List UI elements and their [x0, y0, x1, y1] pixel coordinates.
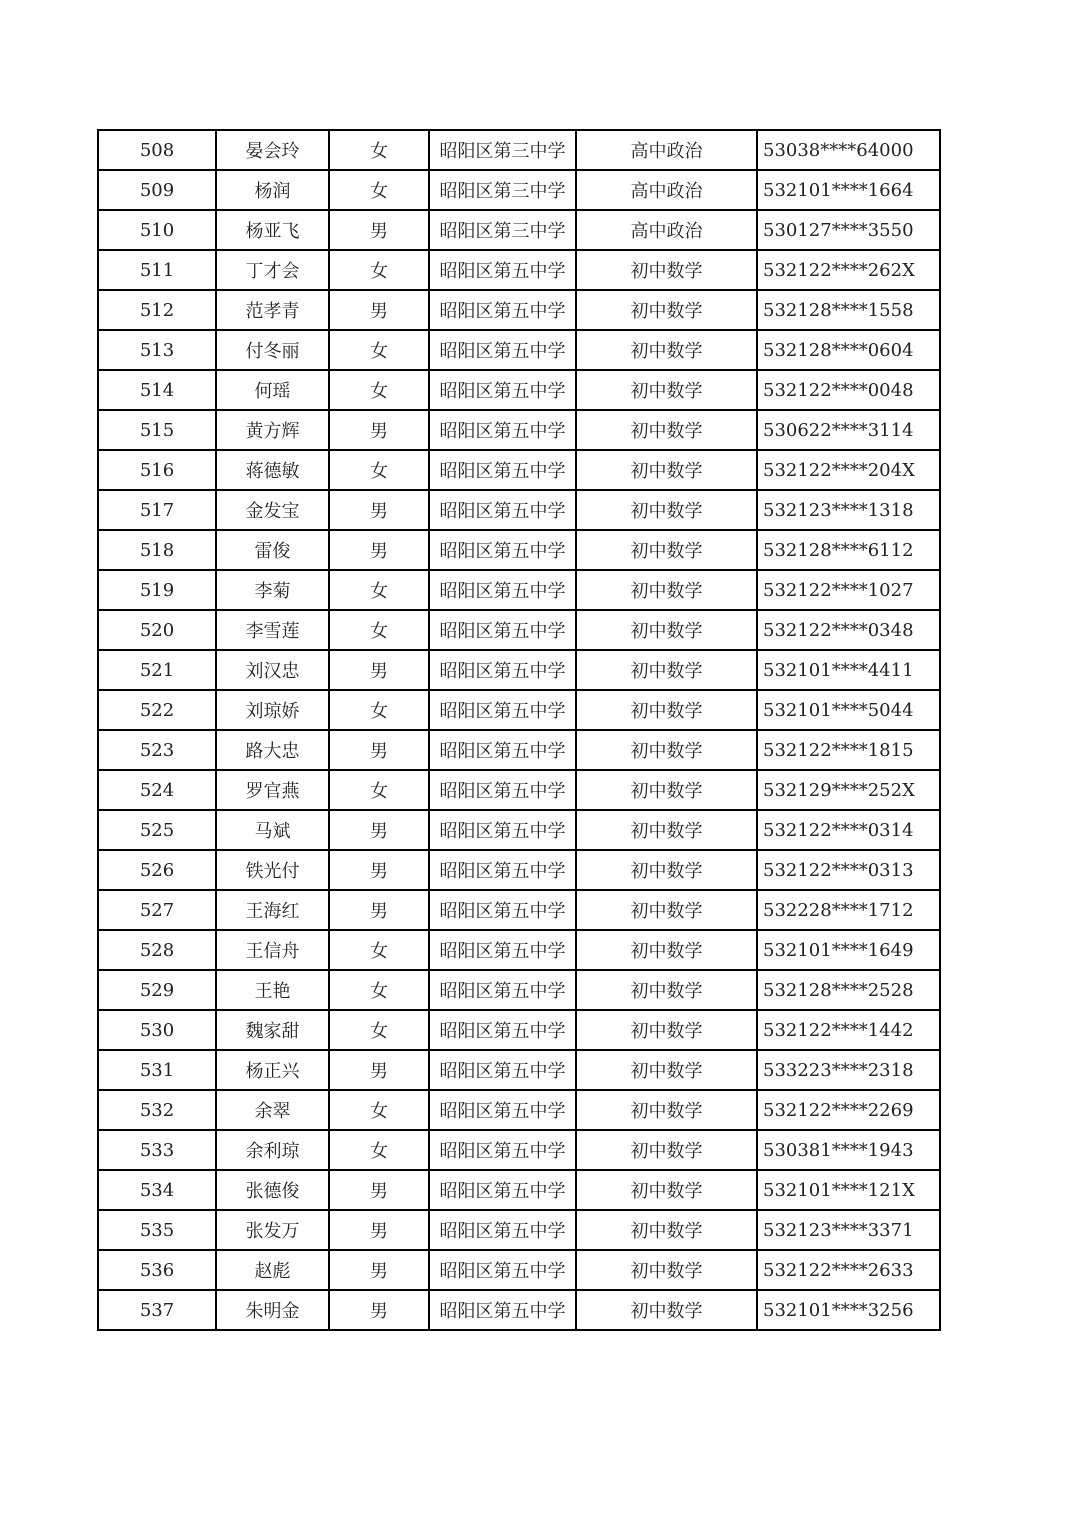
- name-cell: 刘汉忠: [216, 650, 329, 690]
- id-number-cell: 532101****1664: [757, 170, 940, 210]
- name-cell: 雷俊: [216, 530, 329, 570]
- subject-cell: 初中数学: [576, 370, 757, 410]
- name-cell: 杨润: [216, 170, 329, 210]
- id-number-cell: 532128****1558: [757, 290, 940, 330]
- school-cell: 昭阳区第五中学: [429, 250, 576, 290]
- id-number-cell: 532122****204X: [757, 450, 940, 490]
- table-row: [98, 330, 940, 370]
- serial-number-cell: 513: [98, 330, 216, 370]
- subject-cell: 初中数学: [576, 1170, 757, 1210]
- name-cell: 丁才会: [216, 250, 329, 290]
- name-cell: 杨正兴: [216, 1050, 329, 1090]
- name-cell: 铁光付: [216, 850, 329, 890]
- id-number-cell: 53038****64000: [757, 130, 940, 170]
- id-number-cell: 532101****3256: [757, 1290, 940, 1330]
- gender-cell: 男: [329, 1170, 429, 1210]
- serial-number-cell: 524: [98, 770, 216, 810]
- table-row: [98, 1090, 940, 1130]
- name-cell: 黄方辉: [216, 410, 329, 450]
- name-cell: 王海红: [216, 890, 329, 930]
- subject-cell: 初中数学: [576, 650, 757, 690]
- table-row: [98, 1290, 940, 1330]
- name-cell: 范孝青: [216, 290, 329, 330]
- subject-cell: 初中数学: [576, 1090, 757, 1130]
- subject-cell: 初中数学: [576, 610, 757, 650]
- school-cell: 昭阳区第五中学: [429, 690, 576, 730]
- subject-cell: 高中政治: [576, 130, 757, 170]
- gender-cell: 男: [329, 490, 429, 530]
- school-cell: 昭阳区第五中学: [429, 450, 576, 490]
- table-row: [98, 1250, 940, 1290]
- school-cell: 昭阳区第五中学: [429, 1290, 576, 1330]
- id-number-cell: 532122****2633: [757, 1250, 940, 1290]
- name-cell: 刘琼娇: [216, 690, 329, 730]
- gender-cell: 男: [329, 890, 429, 930]
- name-cell: 李雪莲: [216, 610, 329, 650]
- school-cell: 昭阳区第三中学: [429, 210, 576, 250]
- subject-cell: 高中政治: [576, 170, 757, 210]
- subject-cell: 初中数学: [576, 490, 757, 530]
- gender-cell: 男: [329, 1290, 429, 1330]
- gender-cell: 女: [329, 1010, 429, 1050]
- gender-cell: 女: [329, 370, 429, 410]
- serial-number-cell: 532: [98, 1090, 216, 1130]
- id-number-cell: 532228****1712: [757, 890, 940, 930]
- table-row: [98, 370, 940, 410]
- gender-cell: 女: [329, 690, 429, 730]
- id-number-cell: 532122****0314: [757, 810, 940, 850]
- school-cell: 昭阳区第五中学: [429, 730, 576, 770]
- serial-number-cell: 528: [98, 930, 216, 970]
- gender-cell: 男: [329, 1210, 429, 1250]
- table-row: [98, 170, 940, 210]
- subject-cell: 初中数学: [576, 970, 757, 1010]
- gender-cell: 男: [329, 290, 429, 330]
- school-cell: 昭阳区第五中学: [429, 970, 576, 1010]
- serial-number-cell: 536: [98, 1250, 216, 1290]
- id-number-cell: 532123****3371: [757, 1210, 940, 1250]
- serial-number-cell: 522: [98, 690, 216, 730]
- subject-cell: 初中数学: [576, 330, 757, 370]
- gender-cell: 女: [329, 770, 429, 810]
- table-row: [98, 1010, 940, 1050]
- id-number-cell: 532122****0348: [757, 610, 940, 650]
- name-cell: 罗官燕: [216, 770, 329, 810]
- subject-cell: 高中政治: [576, 210, 757, 250]
- id-number-cell: 532101****5044: [757, 690, 940, 730]
- serial-number-cell: 521: [98, 650, 216, 690]
- gender-cell: 女: [329, 930, 429, 970]
- table-row: [98, 530, 940, 570]
- name-cell: 朱明金: [216, 1290, 329, 1330]
- subject-cell: 初中数学: [576, 530, 757, 570]
- school-cell: 昭阳区第五中学: [429, 1250, 576, 1290]
- roster-table-body: [98, 130, 940, 1330]
- school-cell: 昭阳区第五中学: [429, 770, 576, 810]
- subject-cell: 初中数学: [576, 1010, 757, 1050]
- school-cell: 昭阳区第五中学: [429, 850, 576, 890]
- table-row: [98, 1210, 940, 1250]
- id-number-cell: 532122****1027: [757, 570, 940, 610]
- subject-cell: 初中数学: [576, 450, 757, 490]
- table-row: [98, 1170, 940, 1210]
- name-cell: 马斌: [216, 810, 329, 850]
- gender-cell: 女: [329, 330, 429, 370]
- school-cell: 昭阳区第五中学: [429, 1170, 576, 1210]
- gender-cell: 女: [329, 570, 429, 610]
- id-number-cell: 532123****1318: [757, 490, 940, 530]
- id-number-cell: 532128****6112: [757, 530, 940, 570]
- school-cell: 昭阳区第五中学: [429, 650, 576, 690]
- subject-cell: 初中数学: [576, 1210, 757, 1250]
- id-number-cell: 532101****121X: [757, 1170, 940, 1210]
- table-row: [98, 290, 940, 330]
- school-cell: 昭阳区第五中学: [429, 490, 576, 530]
- serial-number-cell: 509: [98, 170, 216, 210]
- school-cell: 昭阳区第五中学: [429, 1010, 576, 1050]
- school-cell: 昭阳区第五中学: [429, 330, 576, 370]
- gender-cell: 女: [329, 1090, 429, 1130]
- name-cell: 付冬丽: [216, 330, 329, 370]
- school-cell: 昭阳区第五中学: [429, 570, 576, 610]
- name-cell: 路大忠: [216, 730, 329, 770]
- subject-cell: 初中数学: [576, 890, 757, 930]
- gender-cell: 男: [329, 530, 429, 570]
- id-number-cell: 532122****1815: [757, 730, 940, 770]
- subject-cell: 初中数学: [576, 410, 757, 450]
- name-cell: 余翠: [216, 1090, 329, 1130]
- school-cell: 昭阳区第五中学: [429, 290, 576, 330]
- serial-number-cell: 515: [98, 410, 216, 450]
- id-number-cell: 532129****252X: [757, 770, 940, 810]
- name-cell: 王信舟: [216, 930, 329, 970]
- subject-cell: 初中数学: [576, 1130, 757, 1170]
- subject-cell: 初中数学: [576, 730, 757, 770]
- gender-cell: 男: [329, 210, 429, 250]
- id-number-cell: 532128****0604: [757, 330, 940, 370]
- school-cell: 昭阳区第五中学: [429, 410, 576, 450]
- serial-number-cell: 518: [98, 530, 216, 570]
- name-cell: 赵彪: [216, 1250, 329, 1290]
- name-cell: 李菊: [216, 570, 329, 610]
- table-row: [98, 650, 940, 690]
- gender-cell: 女: [329, 610, 429, 650]
- roster-table: [97, 129, 941, 1331]
- school-cell: 昭阳区第三中学: [429, 170, 576, 210]
- gender-cell: 男: [329, 810, 429, 850]
- table-row: [98, 410, 940, 450]
- table-row: [98, 450, 940, 490]
- serial-number-cell: 512: [98, 290, 216, 330]
- subject-cell: 初中数学: [576, 690, 757, 730]
- table-row: [98, 610, 940, 650]
- id-number-cell: 532128****2528: [757, 970, 940, 1010]
- name-cell: 杨亚飞: [216, 210, 329, 250]
- serial-number-cell: 527: [98, 890, 216, 930]
- id-number-cell: 532122****1442: [757, 1010, 940, 1050]
- subject-cell: 初中数学: [576, 810, 757, 850]
- table-row: [98, 1130, 940, 1170]
- table-row: [98, 690, 940, 730]
- id-number-cell: 532122****0313: [757, 850, 940, 890]
- subject-cell: 初中数学: [576, 850, 757, 890]
- id-number-cell: 532122****262X: [757, 250, 940, 290]
- name-cell: 何瑶: [216, 370, 329, 410]
- id-number-cell: 532101****4411: [757, 650, 940, 690]
- table-row: [98, 890, 940, 930]
- id-number-cell: 530127****3550: [757, 210, 940, 250]
- serial-number-cell: 511: [98, 250, 216, 290]
- school-cell: 昭阳区第五中学: [429, 1090, 576, 1130]
- name-cell: 魏家甜: [216, 1010, 329, 1050]
- school-cell: 昭阳区第五中学: [429, 610, 576, 650]
- name-cell: 张德俊: [216, 1170, 329, 1210]
- gender-cell: 男: [329, 410, 429, 450]
- table-row: [98, 210, 940, 250]
- id-number-cell: 533223****2318: [757, 1050, 940, 1090]
- subject-cell: 初中数学: [576, 290, 757, 330]
- name-cell: 晏会玲: [216, 130, 329, 170]
- school-cell: 昭阳区第五中学: [429, 810, 576, 850]
- table-row: [98, 810, 940, 850]
- subject-cell: 初中数学: [576, 1050, 757, 1090]
- name-cell: 蒋德敏: [216, 450, 329, 490]
- gender-cell: 女: [329, 250, 429, 290]
- serial-number-cell: 523: [98, 730, 216, 770]
- school-cell: 昭阳区第五中学: [429, 370, 576, 410]
- id-number-cell: 532122****0048: [757, 370, 940, 410]
- serial-number-cell: 533: [98, 1130, 216, 1170]
- table-row: [98, 930, 940, 970]
- id-number-cell: 530622****3114: [757, 410, 940, 450]
- id-number-cell: 530381****1943: [757, 1130, 940, 1170]
- table-row: [98, 1050, 940, 1090]
- school-cell: 昭阳区第五中学: [429, 1050, 576, 1090]
- serial-number-cell: 519: [98, 570, 216, 610]
- serial-number-cell: 517: [98, 490, 216, 530]
- subject-cell: 初中数学: [576, 1250, 757, 1290]
- gender-cell: 男: [329, 1050, 429, 1090]
- school-cell: 昭阳区第五中学: [429, 930, 576, 970]
- name-cell: 金发宝: [216, 490, 329, 530]
- gender-cell: 男: [329, 1250, 429, 1290]
- serial-number-cell: 529: [98, 970, 216, 1010]
- gender-cell: 女: [329, 130, 429, 170]
- id-number-cell: 532122****2269: [757, 1090, 940, 1130]
- id-number-cell: 532101****1649: [757, 930, 940, 970]
- table-row: [98, 730, 940, 770]
- serial-number-cell: 516: [98, 450, 216, 490]
- school-cell: 昭阳区第五中学: [429, 1210, 576, 1250]
- table-row: [98, 970, 940, 1010]
- name-cell: 张发万: [216, 1210, 329, 1250]
- serial-number-cell: 525: [98, 810, 216, 850]
- gender-cell: 女: [329, 1130, 429, 1170]
- gender-cell: 男: [329, 650, 429, 690]
- serial-number-cell: 514: [98, 370, 216, 410]
- serial-number-cell: 530: [98, 1010, 216, 1050]
- table-row: [98, 490, 940, 530]
- serial-number-cell: 508: [98, 130, 216, 170]
- serial-number-cell: 534: [98, 1170, 216, 1210]
- serial-number-cell: 535: [98, 1210, 216, 1250]
- school-cell: 昭阳区第五中学: [429, 890, 576, 930]
- table-row: [98, 570, 940, 610]
- table-row: [98, 850, 940, 890]
- serial-number-cell: 526: [98, 850, 216, 890]
- school-cell: 昭阳区第三中学: [429, 130, 576, 170]
- table-row: [98, 250, 940, 290]
- table-row: [98, 770, 940, 810]
- subject-cell: 初中数学: [576, 1290, 757, 1330]
- gender-cell: 男: [329, 730, 429, 770]
- gender-cell: 男: [329, 850, 429, 890]
- gender-cell: 女: [329, 970, 429, 1010]
- table-row: [98, 130, 940, 170]
- serial-number-cell: 510: [98, 210, 216, 250]
- name-cell: 王艳: [216, 970, 329, 1010]
- serial-number-cell: 520: [98, 610, 216, 650]
- school-cell: 昭阳区第五中学: [429, 1130, 576, 1170]
- subject-cell: 初中数学: [576, 250, 757, 290]
- gender-cell: 女: [329, 450, 429, 490]
- subject-cell: 初中数学: [576, 930, 757, 970]
- name-cell: 余利琼: [216, 1130, 329, 1170]
- gender-cell: 女: [329, 170, 429, 210]
- school-cell: 昭阳区第五中学: [429, 530, 576, 570]
- subject-cell: 初中数学: [576, 570, 757, 610]
- serial-number-cell: 531: [98, 1050, 216, 1090]
- subject-cell: 初中数学: [576, 770, 757, 810]
- serial-number-cell: 537: [98, 1290, 216, 1330]
